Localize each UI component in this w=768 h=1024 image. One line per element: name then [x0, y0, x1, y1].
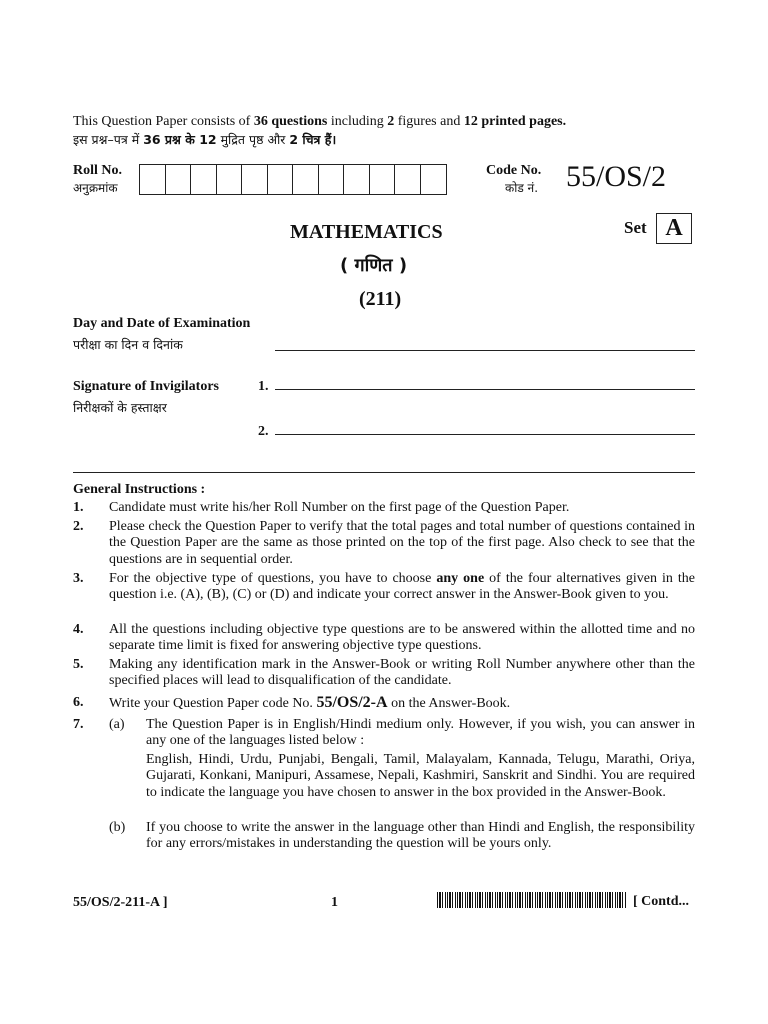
signature-2-label: 2.: [258, 424, 269, 439]
signature-2-field[interactable]: [275, 434, 695, 435]
roll-box[interactable]: [140, 165, 166, 194]
exam-date-label-hi: परीक्षा का दिन व दिनांक: [73, 337, 183, 352]
roll-box[interactable]: [268, 165, 294, 194]
roll-box[interactable]: [217, 165, 243, 194]
roll-box[interactable]: [191, 165, 217, 194]
exam-date-label: Day and Date of Examination: [73, 316, 251, 331]
barcode: [437, 892, 627, 908]
code-label-hi: कोड नं.: [505, 181, 539, 195]
signature-1-field[interactable]: [275, 389, 695, 390]
exam-date-field[interactable]: [275, 350, 695, 351]
roll-box[interactable]: [421, 165, 447, 194]
signature-1-label: 1.: [258, 379, 269, 394]
roll-box[interactable]: [370, 165, 396, 194]
roll-box[interactable]: [242, 165, 268, 194]
code-number: 55/OS/2: [566, 160, 667, 193]
roll-label-hi: अनुक्रमांक: [73, 181, 118, 195]
divider: [73, 472, 695, 473]
code-label: Code No.: [486, 163, 542, 178]
invigilator-signature-label-hi: निरीक्षकों के हस्ताक्षर: [73, 400, 167, 415]
subject-title: MATHEMATICS: [290, 221, 443, 243]
invigilator-signature-label: Signature of Invigilators: [73, 379, 219, 394]
roll-box[interactable]: [344, 165, 370, 194]
roll-box[interactable]: [293, 165, 319, 194]
continued-label: [ Contd...: [633, 894, 690, 909]
roll-label: Roll No.: [73, 163, 122, 178]
instructions-heading: General Instructions :: [73, 482, 206, 497]
subject-title-hi: ( गणित ): [340, 255, 408, 276]
paper-summary-en: This Question Paper consists of 36 questions including 2 figures and 12 printed pages.: [73, 114, 567, 129]
page-number: 1: [331, 895, 338, 910]
set-badge: A: [656, 213, 692, 244]
roll-box[interactable]: [166, 165, 192, 194]
roll-box[interactable]: [319, 165, 345, 194]
paper-summary-hi: इस प्रश्न–पत्र में 36 प्रश्न के 12 मुद्रित पृष्ठ और 2 चित्र हैं।: [73, 132, 337, 147]
set-label: Set: [624, 218, 647, 237]
roll-number-boxes[interactable]: [139, 164, 447, 195]
footer-paper-code: 55/OS/2-211-A ]: [73, 895, 168, 910]
roll-box[interactable]: [395, 165, 421, 194]
subject-code: (211): [359, 288, 402, 310]
